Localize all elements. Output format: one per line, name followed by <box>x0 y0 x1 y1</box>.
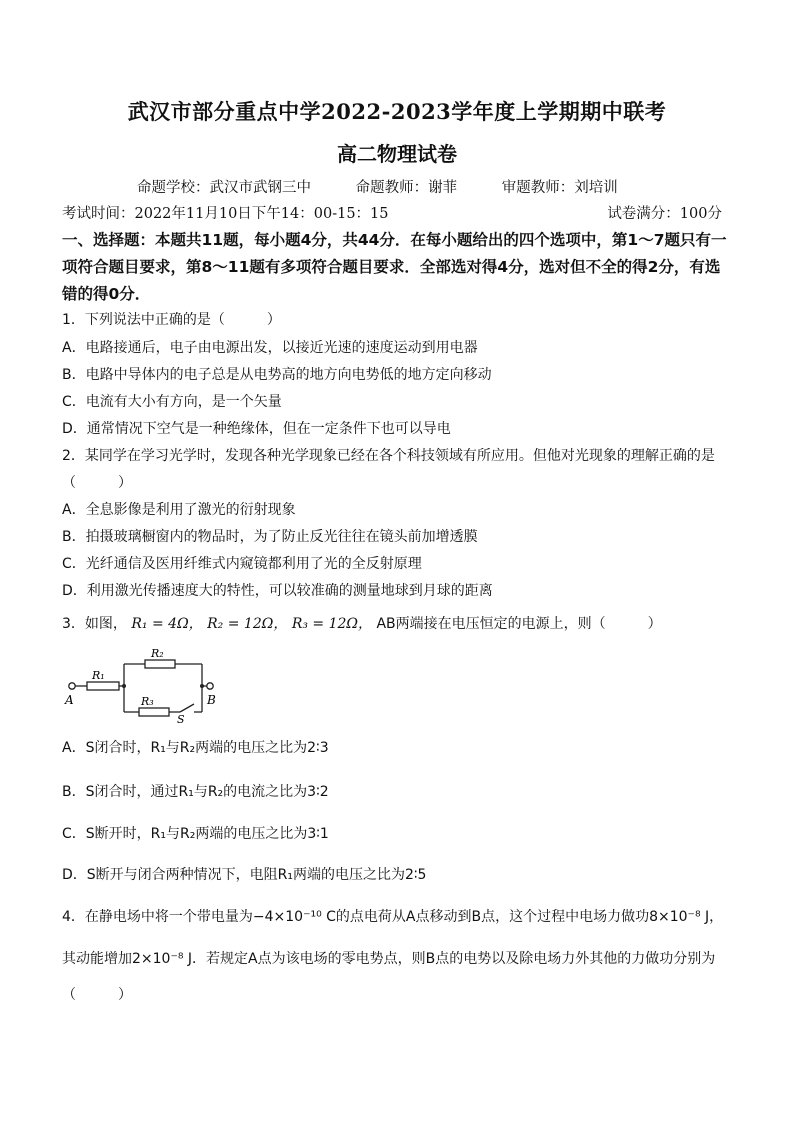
q1-option-b: B．电路中导体内的电子总是从电势高的地方向电势低的地方定向移动 <box>62 367 492 383</box>
q1-stem: 1．下列说法中正确的是（ ） <box>62 312 281 328</box>
q2-paren: （ ） <box>62 475 132 491</box>
exam-time: 考试时间：2022年11月10日下午14：00-15：15 <box>62 206 389 222</box>
exam-subtitle: 高二物理试卷 <box>337 142 457 166</box>
q3-option-c: C．S断开时，R₁与R₂两端的电压之比为3∶1 <box>62 826 329 842</box>
exam-title: 武汉市部分重点中学2022-2023学年度上学期期中联考 <box>127 99 667 124</box>
resistor-r1 <box>87 682 119 690</box>
q3-suffix: AB两端接在电压恒定的电源上，则（ ） <box>376 616 662 632</box>
author-line <box>137 176 658 197</box>
q4-line1: 4．在静电场中将一个带电量为−4×10⁻¹⁰ C的点电荷从A点移动到B点，这个过程中电场力做功8×10⁻⁸ J， <box>62 909 724 925</box>
label-r3: R₃ <box>141 695 154 708</box>
reviewer-info: 审题教师：刘培训 <box>501 180 618 196</box>
q3-stem <box>62 613 662 633</box>
label-s: S <box>177 713 185 724</box>
label-b: B <box>207 693 216 707</box>
q1-option-d: D．通常情况下空气是一种绝缘体，但在一定条件下也可以导电 <box>62 421 451 437</box>
q2-option-d: D．利用激光传播速度大的特性，可以较准确的测量地球到月球的距离 <box>62 583 493 599</box>
exam-info-line <box>62 202 722 223</box>
q3-r3: R₃ = 12Ω， <box>291 616 373 632</box>
q2-option-a: A．全息影像是利用了激光的衍射现象 <box>62 502 296 518</box>
q2-stem: 2．某同学在学习光学时，发现各种光学现象已经在各个科技领域有所应用。但他对光现象的理解正确的是 <box>62 448 715 464</box>
q3-r2: R₂ = 12Ω， <box>207 616 288 632</box>
resistor-r2 <box>145 660 175 668</box>
q4-line2: 其动能增加2×10⁻⁸ J．若规定A点为该电场的零电势点，则B点的电势以及除电场力外其他的力做功分别为 <box>62 951 716 967</box>
label-a: A <box>65 693 74 707</box>
label-r2: R₂ <box>151 647 164 660</box>
teacher-info: 命题教师：谢菲 <box>355 180 458 196</box>
q3-prefix: 3．如图， <box>62 616 127 632</box>
q2-option-b: B．拍摄玻璃橱窗内的物品时，为了防止反光往往在镜头前加增透膜 <box>62 529 478 545</box>
q3-option-d: D．S断开与闭合两种情况下，电阻R₁两端的电压之比为2∶5 <box>62 867 427 883</box>
q3-option-a: A．S闭合时，R₁与R₂两端的电压之比为2∶3 <box>62 740 329 756</box>
q2-option-c: C．光纤通信及医用纤维式内窥镜都利用了光的全反射原理 <box>62 556 422 572</box>
q4-line3: （ ） <box>62 987 132 1003</box>
q1-option-c: C．电流有大小有方向，是一个矢量 <box>62 394 282 410</box>
circuit-diagram <box>62 642 232 724</box>
q3-option-b: B．S闭合时，通过R₁与R₂的电流之比为3∶2 <box>62 784 329 800</box>
q3-r1: R₁ = 4Ω， <box>131 616 203 632</box>
full-score: 试卷满分：100分 <box>607 206 722 222</box>
section-instructions: 一、选择题：本题共11题，每小题4分，共44分．在每小题给出的四个选项中，第1～7题只有一项符合题目要求，第8～11题有多项符合题目要求．全部选对得4分，选对但不全的得2分，有选错的得0分． <box>62 231 727 303</box>
resistor-r3 <box>139 708 169 716</box>
school-info: 命题学校：武汉市武钢三中 <box>137 180 311 196</box>
q1-option-a: A．电路接通后，电子由电源出发，以接近光速的速度运动到用电器 <box>62 340 478 356</box>
switch-s <box>180 704 194 712</box>
label-r1: R₁ <box>92 669 105 682</box>
